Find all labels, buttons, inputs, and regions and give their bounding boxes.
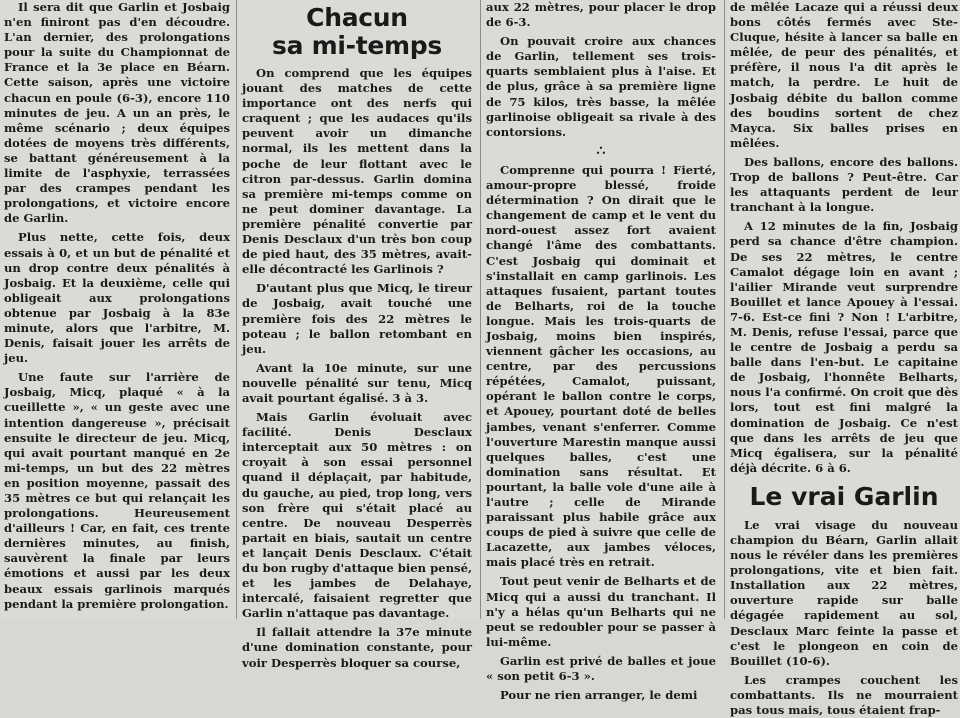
col2-paragraph-3: Avant la 10e minute, sur une nouvelle pénalité sur tenu, Micq avait pourtant égalisé. 3 à 3. xyxy=(242,360,472,405)
col1-paragraph-3: Une faute sur l'arrière de Josbaig, Micq, plaqué « à la cueillette », « un geste avec une intention dangereuse », précisait ensuite le directeur de jeu. Micq, qui avait pourtant manqué en 2e mi-temps, un but des 22 mètres en position moyenne, passait des 35 mètres ce but qui relançait les prolongations. Heureusement d'ailleurs ! Car, en fait, ces trente dernières minutes, au finish, sauvèrent la finale par leurs émotions et aussi par les deux beaux essais garlinois marqués pendant la première prolongation. xyxy=(4,370,230,611)
col3-paragraph-1: aux 22 mètres, pour placer le drop de 6-3. xyxy=(486,0,716,30)
column-rule xyxy=(480,0,481,619)
col3-paragraph-4: Tout peut venir de Belharts et de Micq qui a aussi du tranchant. Il n'y a hélas qu'un Belharts qui ne peut se redoubler pour se passer à lui-même. xyxy=(486,574,716,649)
column-2 xyxy=(242,0,472,670)
column-rule xyxy=(236,0,237,619)
headline-vrai-garlin: Le vrai Garlin xyxy=(749,481,939,511)
column-4 xyxy=(730,0,958,718)
col1-paragraph-1: Il sera dit que Garlin et Josbaig n'en finiront pas d'en découdre. L'an dernier, des prolongations pour la suite du Championnat de France et la 3e place en Béarn. Cette saison, après une victoire chacun en poule (6-3), encore 110 minutes de jeu. A un an près, le même scénario ; deux équipes dotées de moyens très différents, se battant généreusement à la limite de l'asphyxie, terrassées par des crampes pendant les prolongations, et victoire encore de Garlin. xyxy=(4,0,230,226)
section-separator: ∴ xyxy=(596,142,606,159)
col2-paragraph-4: Mais Garlin évoluait avec facilité. Denis Desclaux interceptait aux 50 mètres : on croyait à son essai personnel quand il déplaçait, par habitude, du gauche, au pied, trop long, vers son frère qui s'était placé au centre. De nouveau Desperrès partait en biais, sautait un centre et lançait Denis Desclaux. C'était du bon rugby d'attaque bien pensé, et les jambes de Delahaye, intercalé, faisaient regretter que Garlin n'attaque pas davantage. xyxy=(242,410,472,621)
col4-paragraph-4: Le vrai visage du nouveau champion du Béarn, Garlin allait nous le révéler dans les premières prolongations, vite et bien fait. Installation aux 22 mètres, ouverture rapide sur balle dégagée rapidement au sol, Desclaux Marc feinte la passe et c'est le plongeon en coin de Bouillet (10-6). xyxy=(730,517,958,668)
headline-line-1: Chacun xyxy=(306,3,408,32)
column-1 xyxy=(4,0,230,619)
column-3 xyxy=(486,0,716,703)
col2-paragraph-2: D'autant plus que Micq, le tireur de Josbaig, avait touché une première fois des 22 mètres le poteau ; le ballon retombant en jeu. xyxy=(242,281,472,356)
col4-paragraph-3: A 12 minutes de la fin, Josbaig perd sa chance d'être champion. De ses 22 mètres, le centre Camalot dégage loin en avant ; l'ailier Mirande veut surprendre Bouillet et lance Apouey à l'essai. 7-6. Est-ce fini ? Non ! L'arbitre, M. Denis, refuse l'essai, parce que le centre de Josbaig a perdu sa balle dans l'en-but. Le capitaine de Josbaig, l'honnête Belharts, nous l'a confirmé. On croit que dès lors, tout est fini malgré la domination de Josbaig. Ce n'est que dans les arrêts de jeu que Micq égalisera, sur la pénalité déjà décrite. 6 à 6. xyxy=(730,219,958,475)
col3-paragraph-5: Garlin est privé de balles et joue « son petit 6-3 ». xyxy=(486,653,716,684)
headline-chacun xyxy=(242,4,472,60)
col4-paragraph-5: Les crampes couchent les combattants. Ils ne mourraient pas tous mais, tous étaient frap- xyxy=(730,672,958,718)
column-rule xyxy=(724,0,725,619)
col3-paragraph-3: Comprenne qui pourra ! Fierté, amour-propre blessé, froide détermination ? On dirait que le changement de camp et le vent du nord-ouest assez fort avaient changé l'âme des combattants. C'est Josbaig qui dominait et s'installait en camp garlinois. Les attaques fusaient, partant toutes de Belharts, roi de la touche longue. Mais les trois-quarts de Josbaig, moins bien inspirés, viennent gâcher les occasions, au centre, par des percussions répétées, Camalot, puissant, opérant le ballon contre le corps, et Apouey, pourtant doté de belles jambes, venant s'enferrer. Comme l'ouverture Marestin manque aussi quelques balles, c'est une domination sans résultat. Et pourtant, la balle vole d'une aile à l'autre ; celle de Mirande paraissant plus habile grâce aux coups de pied à suivre que celle de Lacazette, aux jambes véloces, mais placé très en retrait. xyxy=(486,162,716,570)
col4-paragraph-2: Des ballons, encore des ballons. Trop de ballons ? Peut-être. Car les attaquants perdent de leur tranchant à la longue. xyxy=(730,154,958,215)
col3-paragraph-2: On pouvait croire aux chances de Garlin, tellement ses trois-quarts semblaient plus à l'aise. Et de plus, grâce à sa première ligne de 75 kilos, très basse, la mêlée garlinoise obligeait sa rivale à des contorsions. xyxy=(486,34,716,139)
col1-paragraph-2: Plus nette, cette fois, deux essais à 0, et un but de pénalité et un drop contre deux pénalités à Josbaig. Et la deuxième, celle qui obligeait aux prolongations obtenue par Josbaig à la 83e minute, alors que l'arbitre, M. Denis, faisait jouer les arrêts de jeu. xyxy=(4,230,230,366)
col3-paragraph-6: Pour ne rien arranger, le demi xyxy=(500,688,698,703)
col4-paragraph-1: de mêlée Lacaze qui a réussi deux bons côtés fermés avec Ste-Cluque, hésite à lancer sa balle en mêlée, de peur des pénalités, et préfère, il nous l'a dit après le match, la perdre. Le huit de Josbaig débite du ballon comme des boudins sortent de chez Mayca. Six balles prises en mêlées. xyxy=(730,0,958,150)
col2-paragraph-5: Il fallait attendre la 37e minute d'une domination constante, pour voir Desperrès bloquer sa course, xyxy=(242,625,472,670)
col2-paragraph-1: On comprend que les équipes jouant des matches de cette importance ont des nerfs qui craquent ; que les audaces qu'ils peuvent avoir un dimanche normal, ils les mettent dans la poche de leur flottant avec le citron par-dessus. Garlin domina sa première mi-temps comme on ne peut dominer davantage. La première pénalité convertie par Denis Desclaux d'un très bon coup de pied haut, des 35 mètres, avait-elle décontracté les Garlinois ? xyxy=(242,66,472,277)
headline-line-2: sa mi-temps xyxy=(272,31,442,60)
